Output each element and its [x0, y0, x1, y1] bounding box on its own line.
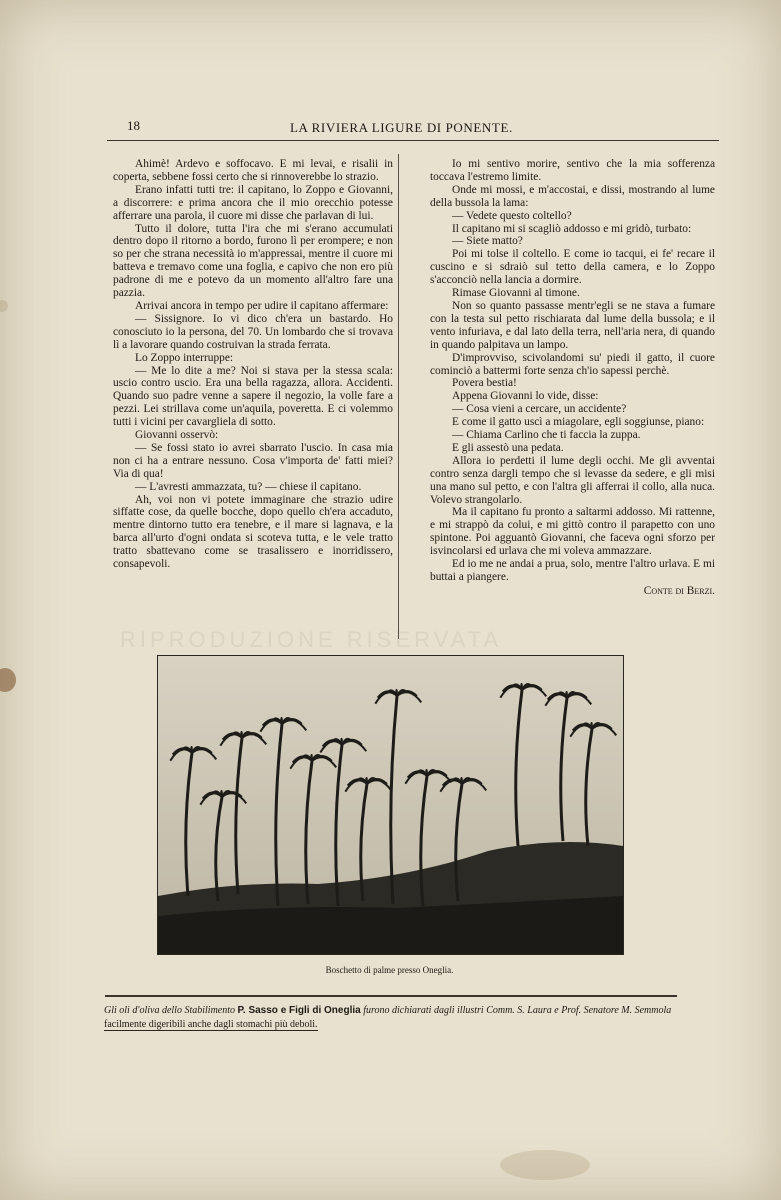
- paragraph: — L'avresti ammazzata, tu? — chiese il capitano.: [135, 480, 362, 493]
- paragraph: Il capitano mi si scagliò addosso e mi gridò, turbato:: [452, 222, 692, 235]
- advert-part2: furono dichiarati dagli illustri Comm. S. Laura e Prof. Senatore M. Semmola: [363, 1005, 672, 1016]
- advert-underlined: facilmente digeribili anche dagli stomachi più deboli.: [104, 1018, 318, 1030]
- paper-stain: [0, 668, 16, 692]
- paragraph: Arrivai ancora in tempo per udire il capitano affermare:: [135, 299, 389, 312]
- advert-part1: Gli oli d'oliva dello Stabilimento: [104, 1005, 236, 1016]
- paragraph: — Siete matto?: [452, 235, 523, 248]
- paragraph: Ed io me ne andai a prua, solo, mentre l'altro urlava. E mi buttai a piangere.: [430, 558, 716, 583]
- article-body: [113, 158, 718, 638]
- paragraph: — Cosa vieni a cercare, un accidente?: [452, 403, 627, 416]
- column-divider: [398, 154, 399, 639]
- paragraph: Appena Giovanni lo vide, disse:: [452, 390, 599, 403]
- paper-stain: [500, 1150, 590, 1180]
- paragraph: Tutto il dolore, tutta l'ira che mi s'erano accumulati dentro dopo il ritorno a bordo, furono lì per erompere; e non so per che strana necessità io m'appressai, mentre il cuore mi batteva e tremavo come una foglia, e capivo che non ero più padrone di me e potevo da un momento all'altro fare una pazzia.: [113, 222, 393, 300]
- page-header: [107, 116, 719, 141]
- left-column: [113, 158, 393, 571]
- author-signature: Conte di Berzi.: [643, 584, 715, 597]
- watermark: RIPRODUZIONE RISERVATA: [120, 627, 503, 652]
- paragraph: — Se fossi stato io avrei sbarrato l'uscio. In casa mia non ci ha a entrare nessuno. Cosa v'importa de' fatti miei? Via di qua!: [113, 441, 393, 480]
- advert-text: [104, 1004, 684, 1031]
- paragraph: — Me lo dite a me? Noi si stava per la stessa scala: uscio contro uscio. Era una bella ragazza, allora. Accidenti. Quando suo padre venne a sapere il negozio, la volle fare a pezzi. Lei strillava come un'aquila, poveretta. E ci volemmo tutti i vicini per cavargliela di sotto.: [113, 364, 393, 429]
- paragraph: Ah, voi non vi potete immaginare che strazio udire siffatte cose, da quelle bocche, dopo quello ch'era accaduto, mentre dintorno tutto era tenebre, e il mare si lagnava, e la barca all'urto d'ogni ondata si scoteva tutta, e le vele tratto tratto sbattevano come se trasalissero e inorridissero, consapevoli.: [113, 493, 393, 571]
- paragraph: Allora io perdetti il lume degli occhi. Me gli avventai contro senza dargli tempo che si levasse da sedere, e gli misi una mano sul petto, e con l'altra gli afferrai il collo, alla nuca. Volevo strangolarlo.: [430, 454, 715, 506]
- paragraph: Poi mi tolse il coltello. E come io tacqui, ei fe' recare il cuscino e si sdraiò sul tetto della camera, e lo Zoppo s'acconciò nella lancia a dormire.: [430, 248, 715, 287]
- page-number: 18: [127, 118, 140, 133]
- paragraph: Ma il capitano fu pronto a saltarmi addosso. Mi rattenne, e mi strappò da colui, e mi gittò contro il parapetto con uno spintone. Poi agguantò Giovanni, che faceva ogni sforzo per isvincolarsi ed urlava che mi voleva ammazzare.: [430, 506, 715, 558]
- paragraph: — Chiama Carlino che ti faccia la zuppa.: [452, 429, 641, 442]
- paragraph: Onde mi mossi, e m'accostai, e dissi, mostrando al lume della bussola la lama:: [430, 183, 715, 209]
- palm-grove-icon: [158, 656, 623, 954]
- paragraph: Rimase Giovanni al timone.: [452, 287, 580, 300]
- photo-caption: Boschetto di palme presso Oneglia.: [325, 965, 454, 975]
- paragraph: Non so quanto passasse mentr'egli se ne stava a fumare con la testa sul petto rischiarata dal lume della bussola; e il vento infuriava, e dal lato della terra, nell'aria nera, di quando in quando palpitava un lampo.: [430, 299, 715, 351]
- palm-grove-photo: [157, 655, 624, 955]
- paragraph: — Vedete questo coltello?: [452, 209, 572, 222]
- paragraph: E come il gatto uscì a miagolare, egli soggiunse, piano:: [452, 416, 705, 429]
- paragraph: D'improvviso, scivolandomi su' piedi il gatto, il cuore cominciò a battermi forte senza ch'io sapessi perchè.: [430, 351, 715, 377]
- advert-rule: [105, 995, 677, 998]
- paragraph: Ahimè! Ardevo e soffocavo. E mi levai, e risalii in coperta, sebbene fossi certo che si rinnoverebbe lo strazio.: [113, 158, 393, 183]
- paragraph: — Sissignore. Io vi dico ch'era un bastardo. Ho conosciuto io la persona, del 70. Un lombardo che si trovava lì a lavorare quando costruivan la strada ferrata.: [113, 312, 393, 351]
- running-title: LA RIVIERA LIGURE DI PONENTE.: [290, 120, 513, 135]
- right-column: [430, 158, 715, 598]
- paragraph: E gli assestò una pedata.: [452, 441, 564, 454]
- paragraph: Povera bestia!: [452, 377, 517, 390]
- paragraph: Io mi sentivo morire, sentivo che la mia sofferenza toccava l'estremo limite.: [430, 158, 715, 183]
- paper-stain: [0, 300, 8, 312]
- paragraph: Erano infatti tutti tre: il capitano, lo Zoppo e Giovanni, a discorrere: e prima ancora che il mio orecchio potesse afferrare una parola, il cuore mi disse che parlavan di lui.: [113, 183, 393, 222]
- paragraph: Giovanni osservò:: [135, 429, 219, 442]
- paragraph: Lo Zoppo interruppe:: [135, 351, 234, 364]
- advert-company: P. Sasso e Figli di Oneglia: [237, 1005, 361, 1016]
